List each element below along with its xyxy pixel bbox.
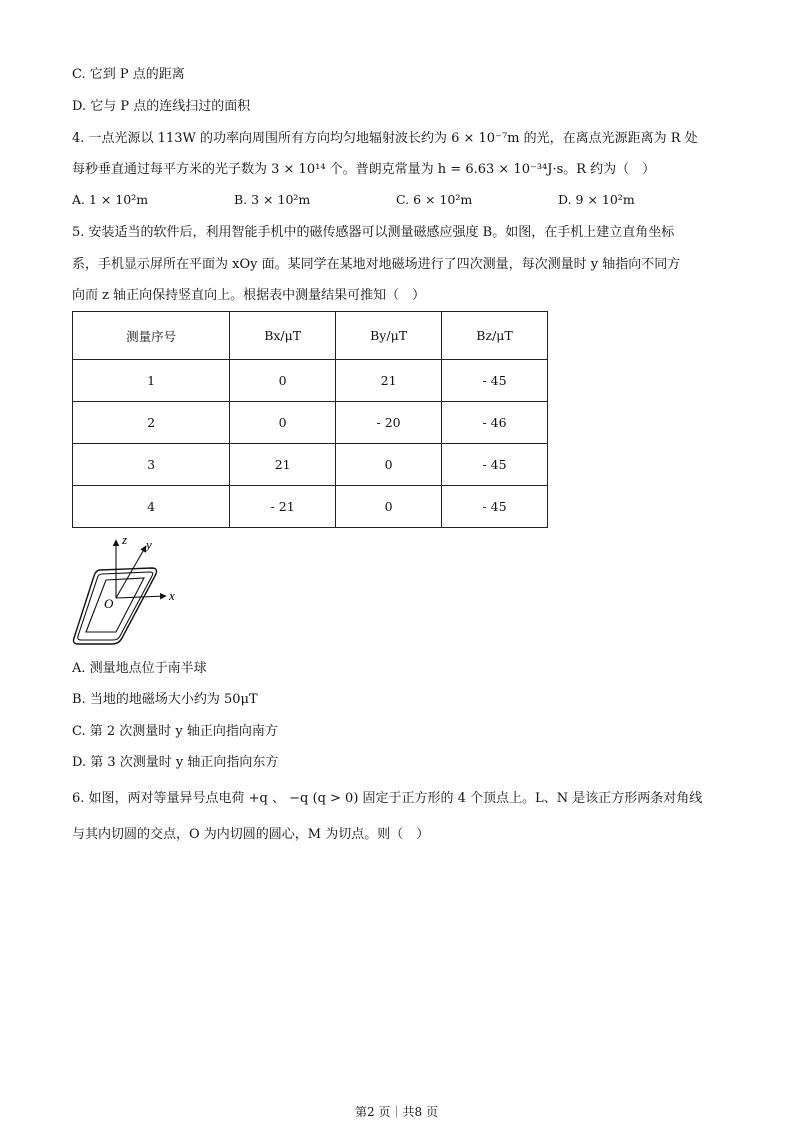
q6-stem-line-2: 与其内切圆的交点，O 为内切圆的圆心，M 为切点。则（ ） [72,827,430,842]
q3-option-c: C. 它到 P 点的距离 [72,67,185,82]
q4-option-a: A. 1 × 10²m [72,192,149,207]
q4-option-c: C. 6 × 10²m [396,192,473,207]
origin-label: O [104,596,114,611]
header-index: 测量序号 [73,312,230,360]
measurement-table [72,311,548,528]
q5-stem-line-1: 5. 安装适当的软件后，利用智能手机中的磁传感器可以测量磁感应强度 B。如图，在手机上建立直角坐标 [72,225,675,240]
cell-bx: 0 [230,360,336,402]
cell-by: 0 [336,444,442,486]
q5-option-b: B. 当地的地磁场大小约为 50μT [72,692,258,707]
table-row [73,402,548,444]
q5-stem-line-3: 向而 z 轴正向保持竖直向上。根据表中测量结果可推知（ ） [72,288,426,303]
q4-stem-line-1: 4. 一点光源以 113W 的功率向周围所有方向均匀地辐射波长约为 6 × 10⁻⁷m 的光，在离点光源距离为 R 处 [72,131,698,146]
table-header-row [73,312,548,360]
page-footer: 第2 页｜共8 页 [355,1105,438,1119]
q5-option-a: A. 测量地点位于南半球 [72,661,207,676]
z-axis-label: z [122,532,128,547]
cell-bx: 21 [230,444,336,486]
q6-stem-line-1: 6. 如图，两对等量异号点电荷 +q 、 −q (q > 0) 固定于正方形的 4 个顶点上。L、N 是该正方形两条对角线 [72,791,703,806]
table-row [73,486,548,528]
cell-by: 21 [336,360,442,402]
q4-option-d: D. 9 × 10²m [558,192,635,207]
cell-index: 1 [73,360,230,402]
q4-option-b: B. 3 × 10²m [234,192,311,207]
cell-bx: 0 [230,402,336,444]
q5-option-d: D. 第 3 次测量时 y 轴正向指向东方 [72,755,279,770]
cell-index: 4 [73,486,230,528]
cell-bx: - 21 [230,486,336,528]
cell-bz: - 45 [442,360,548,402]
table-row [73,360,548,402]
cell-bz: - 45 [442,444,548,486]
q4-stem-line-2: 每秒垂直通过每平方米的光子数为 3 × 10¹⁴ 个。普朗克常量为 h = 6.63 × 10⁻³⁴J·s。R 约为（ ） [72,162,656,177]
q5-option-c: C. 第 2 次测量时 y 轴正向指向南方 [72,724,278,739]
cell-bz: - 46 [442,402,548,444]
header-by: By/μT [336,312,442,360]
header-bz: Bz/μT [442,312,548,360]
cell-by: 0 [336,486,442,528]
phone-axes-figure [66,532,191,647]
cell-bz: - 45 [442,486,548,528]
cell-index: 3 [73,444,230,486]
cell-by: - 20 [336,402,442,444]
header-bx: Bx/μT [230,312,336,360]
q3-option-d: D. 它与 P 点的连线扫过的面积 [72,99,251,114]
y-axis-label: y [146,537,152,552]
cell-index: 2 [73,402,230,444]
table-row [73,444,548,486]
q4-options [72,192,732,210]
x-axis-label: x [169,588,175,603]
q5-stem-line-2: 系，手机显示屏所在平面为 xOy 面。某同学在某地对地磁场进行了四次测量，每次测量时 y 轴指向不同方 [72,257,681,272]
